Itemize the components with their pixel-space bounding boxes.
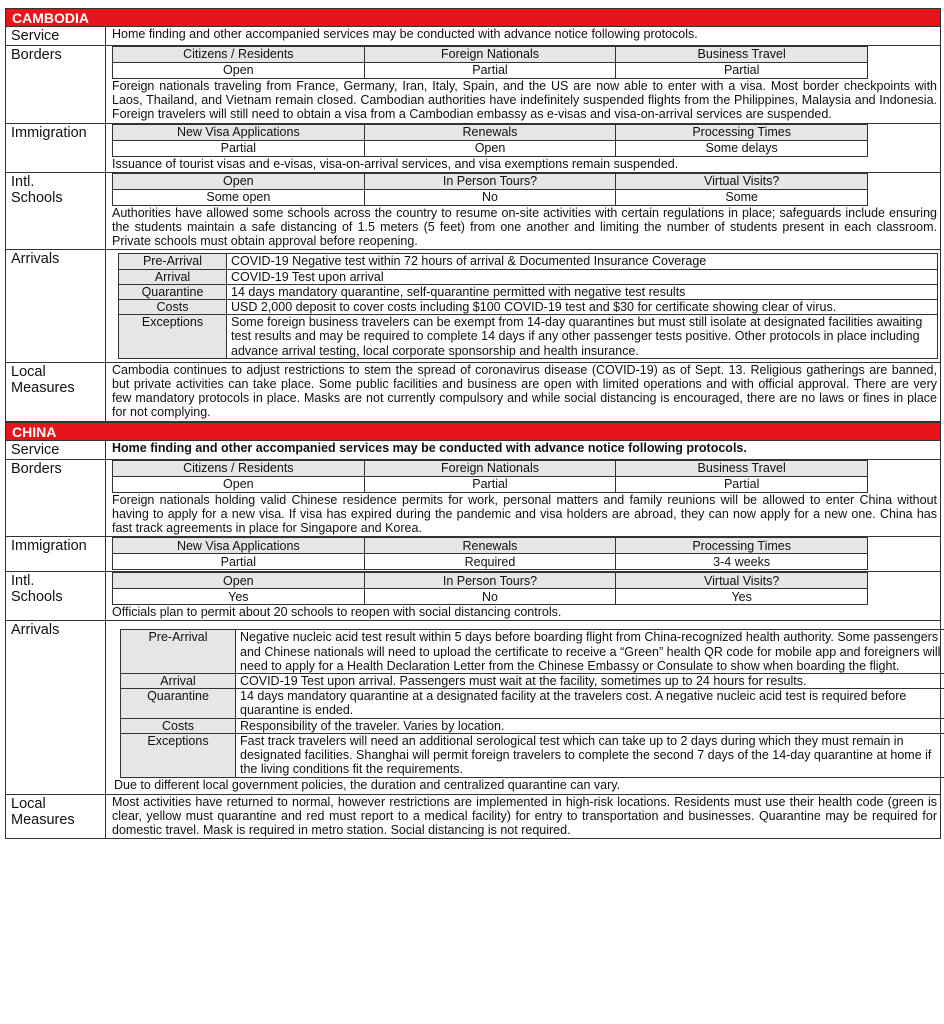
immigration-label: Immigration (6, 537, 106, 572)
local-measures-text: Cambodia continues to adjust restrictions to stem the spread of coronavirus disease (COVID-19) as of Sept. 13. Religious gatherings are banned, but private activities can take place. Some public facilities and business are open with limited operations and with official approval. There are very few mandatory protocols in place. Masks are not currently compulsory and while social distancing is encouraged, there are no laws or fines in place for not complying. (112, 362, 937, 420)
country-table-china (5, 440, 941, 840)
immigration-label: Immigration (6, 123, 106, 172)
local-label-line1: Local (11, 795, 46, 812)
arrivals-note: Due to different local government policies, the duration and centralized quarantine can vary. (114, 777, 621, 792)
arrival-key: Arrival (121, 674, 236, 689)
arrivals-label: Arrivals (6, 621, 106, 794)
schools-label-line1: Intl. (11, 573, 35, 590)
schools-label (6, 172, 106, 250)
service-row (6, 440, 941, 459)
borders-note: Foreign nationals traveling from France, Germany, Iran, Italy, Spain, and the US are now able to enter with a visa. Most border checkpoints with Laos, Thailand, and Vietnam remain closed. Cambodian authorities have indefinitely suspended flights from the Philippines, Malaysia and Indonesia. Foreign travelers will still need to obtain a visa from a Cambodian embassy as e-visas and visa-on-arrival services are suspended. (112, 79, 937, 122)
arrival-value: COVID-19 Negative test within 72 hours of arrival & Documented Insurance Coverage (227, 254, 938, 269)
arrival-key: Costs (121, 718, 236, 733)
arrival-value: Fast track travelers will need an additional serological test which can take up to 2 days during which they must remain in designated facilities. Shanghai will permit foreign travelers to complete the second 7 days of the 14-day quarantine at home if the living conditions fit the requirements. (236, 733, 944, 777)
status-header: Processing Times (616, 124, 868, 140)
status-value: Some (616, 189, 868, 205)
arrival-key: Arrival (119, 269, 227, 284)
schools-note: Authorities have allowed some schools across the country to resume on-site activities with certain regulations in place; safeguards include ensuring the students maintain a safe distancing of 1.5 meters (5 feet) from one another and limiting the number of students present in each classroom. Private schools must obtain approval before reopening. (112, 205, 937, 249)
status-header: New Visa Applications (113, 124, 365, 140)
schools-label (6, 572, 106, 621)
status-header: Citizens / Residents (113, 460, 365, 476)
arrival-key: Exceptions (121, 733, 236, 777)
schools-note: Officials plan to permit about 20 schools to reopen with social distancing controls. (112, 605, 562, 620)
local-label-line1: Local (11, 363, 46, 380)
status-header: New Visa Applications (113, 538, 365, 554)
arrival-value: 14 days mandatory quarantine at a designated facility at the travelers cost. A negative nucleic acid test is required before quarantine is ended. (236, 689, 944, 718)
status-value: Partial (616, 476, 868, 492)
local-label-line2: Measures (11, 379, 75, 396)
status-value: Open (113, 476, 365, 492)
status-header: Processing Times (616, 538, 868, 554)
arrivals-table (118, 253, 938, 358)
service-text: Home finding and other accompanied services may be conducted with advance notice following protocols. (112, 27, 698, 41)
status-header: Open (113, 573, 365, 589)
borders-status-table (112, 46, 868, 79)
borders-row (6, 46, 941, 124)
schools-status-table (112, 572, 868, 605)
country-banner-cambodia: CAMBODIA (5, 8, 941, 26)
status-value: Partial (616, 63, 868, 79)
arrival-value: 14 days mandatory quarantine, self-quarantine permitted with negative test results (227, 284, 938, 299)
schools-label-line1: Intl. (11, 173, 35, 190)
local-measures-row (6, 794, 941, 839)
status-value: Partial (364, 63, 616, 79)
arrival-key: Quarantine (119, 284, 227, 299)
arrival-key: Quarantine (121, 689, 236, 718)
status-header: Foreign Nationals (364, 460, 616, 476)
arrivals-row (6, 250, 941, 362)
status-header: Business Travel (616, 460, 868, 476)
arrival-key: Pre-Arrival (121, 630, 236, 674)
status-value: Some open (113, 189, 365, 205)
country-banner-china: CHINA (5, 422, 941, 440)
status-value: Some delays (616, 140, 868, 156)
status-header: Foreign Nationals (364, 47, 616, 63)
local-measures-label (6, 362, 106, 421)
immigration-status-table (112, 537, 868, 570)
borders-label: Borders (6, 459, 106, 537)
arrival-key: Costs (119, 300, 227, 315)
schools-status-table (112, 173, 868, 206)
borders-row (6, 459, 941, 537)
local-measures-row (6, 362, 941, 421)
immigration-row (6, 537, 941, 572)
status-header: In Person Tours? (364, 173, 616, 189)
service-label: Service (6, 440, 106, 459)
status-header: Citizens / Residents (113, 47, 365, 63)
borders-label: Borders (6, 46, 106, 124)
schools-row (6, 172, 941, 250)
status-header: Renewals (364, 538, 616, 554)
status-header: Business Travel (616, 47, 868, 63)
arrival-value: Some foreign business travelers can be exempt from 14-day quarantines but must still isolate at designated facilities awaiting test results and may be required to complete 14 days if any other passenger tests positive. Other protocols in place including advance arrival testing, local corporate sponsorship and health insurance. (227, 315, 938, 359)
status-value: Open (113, 63, 365, 79)
status-value: 3-4 weeks (616, 554, 868, 570)
status-value: Partial (113, 554, 365, 570)
status-value: No (364, 189, 616, 205)
arrivals-row (6, 621, 941, 794)
country-table-cambodia (5, 26, 941, 422)
status-value: Yes (113, 589, 365, 605)
status-value: Partial (113, 140, 365, 156)
status-header: In Person Tours? (364, 573, 616, 589)
arrival-value: USD 2,000 deposit to cover costs including $100 COVID-19 test and $30 for certificate showing clear of virus. (227, 300, 938, 315)
arrivals-table (120, 629, 944, 777)
borders-note: Foreign nationals holding valid Chinese residence permits for work, personal matters and family reunions will be allowed to enter China without having to apply for a new visa. If visa has expired during the pandemic and visa holders are abroad, they can now apply for a new one. China has fast track agreements in place for Singapore and Korea. (112, 492, 937, 536)
borders-status-table (112, 460, 868, 493)
service-row (6, 27, 941, 46)
local-measures-label (6, 794, 106, 839)
status-value: Partial (364, 476, 616, 492)
arrival-value: COVID-19 Test upon arrival (227, 269, 938, 284)
arrival-value: Negative nucleic acid test result within 5 days before boarding flight from China-recognized health authority. Some passengers and Chinese nationals will need to upload the certificate to receive a “Green” health QR code for mobile app and foreigners will need to apply for a Health Declaration Letter from the Chinese Embassy or Consulate to show when boarding the flight. (236, 630, 944, 674)
arrival-value: Responsibility of the traveler. Varies by location. (236, 718, 944, 733)
service-text: Home finding and other accompanied services may be conducted with advance notice following protocols. (112, 440, 747, 455)
status-header: Renewals (364, 124, 616, 140)
advisory-document (5, 8, 941, 839)
arrivals-label: Arrivals (6, 250, 106, 362)
status-header: Virtual Visits? (616, 573, 868, 589)
schools-label-line2: Schools (11, 589, 63, 606)
status-header: Open (113, 173, 365, 189)
status-value: Open (364, 140, 616, 156)
arrival-key: Exceptions (119, 315, 227, 359)
status-value: No (364, 589, 616, 605)
schools-row (6, 572, 941, 621)
immigration-note: Issuance of tourist visas and e-visas, visa-on-arrival services, and visa exemptions remain suspended. (112, 156, 679, 171)
arrival-value: COVID-19 Test upon arrival. Passengers must wait at the facility, sometimes up to 24 hours for results. (236, 674, 944, 689)
status-header: Virtual Visits? (616, 173, 868, 189)
local-measures-text: Most activities have returned to normal, however restrictions are implemented in high-risk locations. Residents must use their health code (green is clear, yellow must quarantine and red must report to a medical facility) for entry to transportation and businesses. Quarantine may be required for domestic travel. Mask is required in metro station. Social distancing is not required. (112, 794, 937, 838)
immigration-status-table (112, 124, 868, 157)
schools-label-line2: Schools (11, 189, 63, 206)
service-label: Service (6, 27, 106, 46)
immigration-row (6, 123, 941, 172)
local-label-line2: Measures (11, 811, 75, 828)
status-value: Required (364, 554, 616, 570)
arrival-key: Pre-Arrival (119, 254, 227, 269)
status-value: Yes (616, 589, 868, 605)
